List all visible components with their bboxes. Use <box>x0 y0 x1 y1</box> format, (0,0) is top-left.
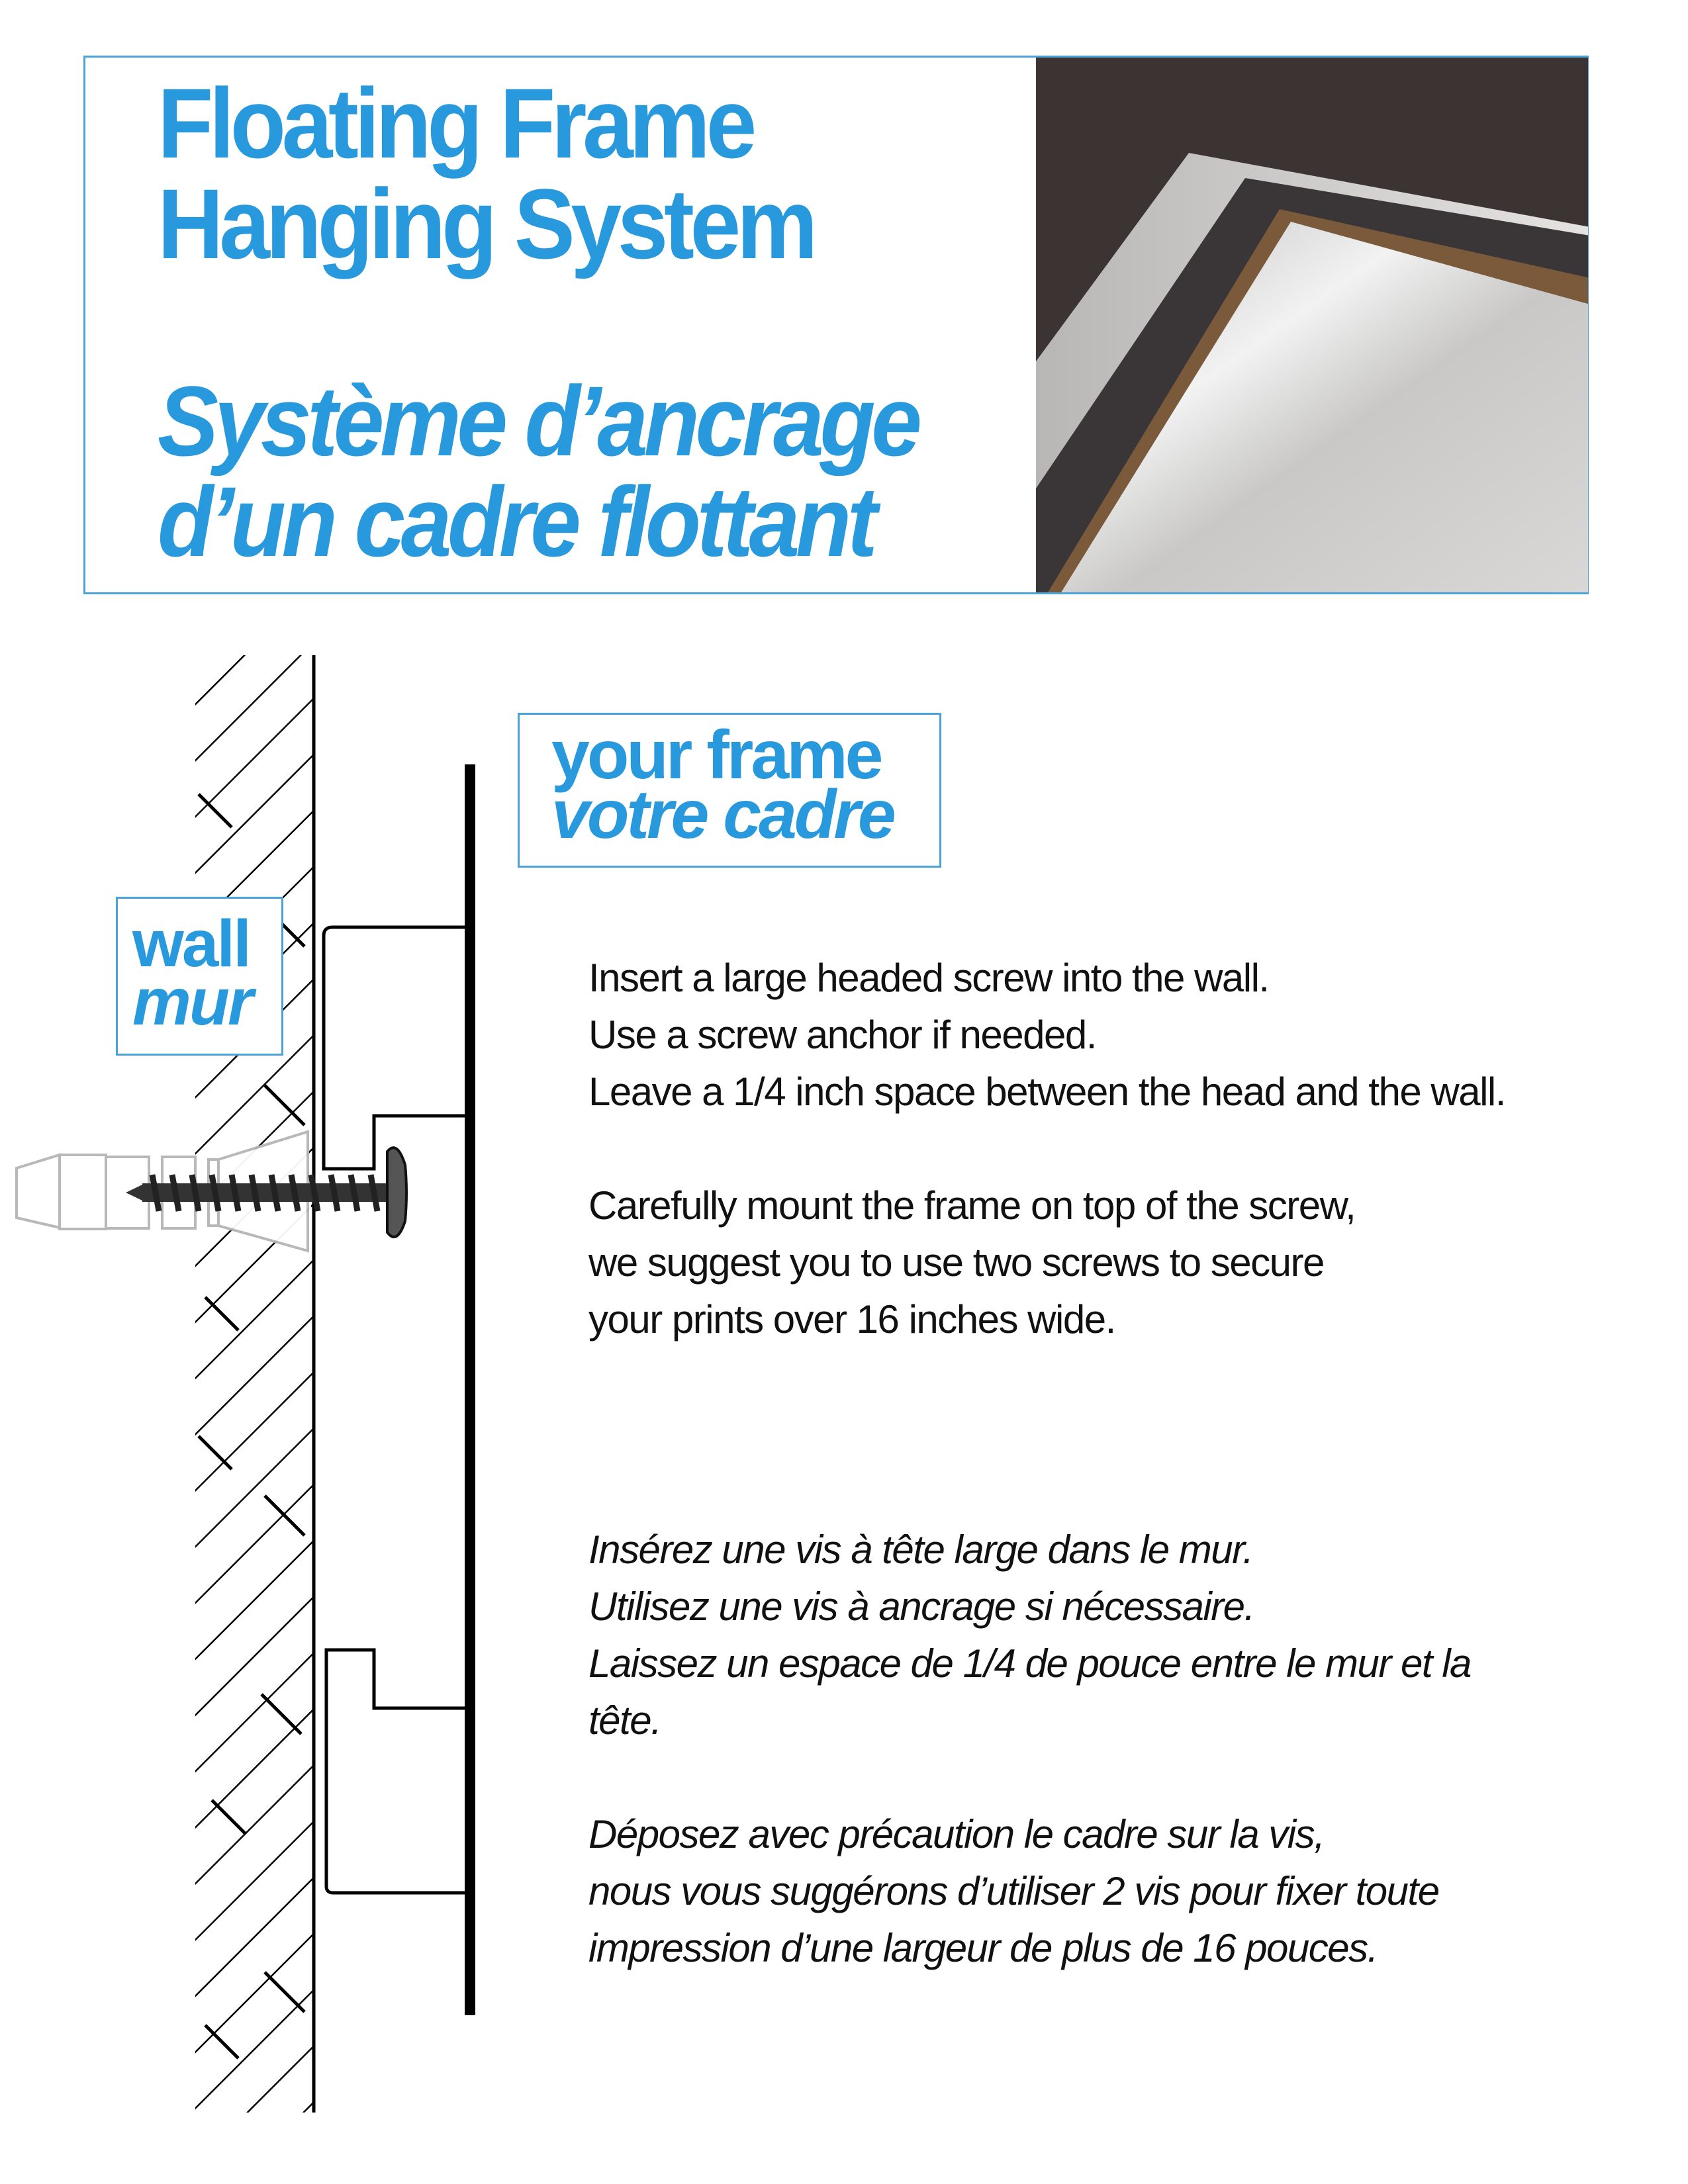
wall-label-fr: mur <box>132 965 252 1039</box>
instruction-line: Laissez un espace de 1/4 de pouce entre le mur et la <box>588 1641 1471 1686</box>
instructions-english <box>588 950 1505 1348</box>
instruction-line: Utilisez une vis à ancrage si nécessaire. <box>588 1584 1254 1629</box>
instruction-line: we suggest you to use two screws to secure <box>588 1240 1324 1285</box>
frame-profile <box>465 764 475 2015</box>
wall-hatch <box>195 655 314 2113</box>
instruction-line: tête. <box>588 1698 661 1743</box>
instructions-french <box>588 1522 1471 1977</box>
instruction-line: Insérez une vis à tête large dans le mur. <box>588 1527 1253 1572</box>
frame-label-fr: votre cadre <box>551 776 894 853</box>
instruction-line: your prints over 16 inches wide. <box>588 1297 1115 1342</box>
upper-bracket <box>324 927 465 1169</box>
title-line: d’un cadre flottant <box>158 466 874 577</box>
title-line: Floating Frame <box>158 68 753 179</box>
wall-label-en: wall <box>132 907 250 981</box>
title-line: Hanging System <box>158 168 814 279</box>
instruction-line: Use a screw anchor if needed. <box>588 1013 1096 1057</box>
instruction-line: Déposez avec précaution le cadre sur la vis, <box>588 1812 1325 1856</box>
instruction-line: nous vous suggérons d’utiliser 2 vis pour fixer toute <box>588 1869 1439 1913</box>
title-line: Système d’ancrage <box>158 365 918 477</box>
frame-label-en: your frame <box>551 717 881 794</box>
instruction-line: Leave a 1/4 inch space between the head and the wall. <box>588 1069 1505 1114</box>
instruction-line: Carefully mount the frame on top of the screw, <box>588 1183 1356 1228</box>
wall-label <box>116 897 283 1056</box>
instruction-line: impression d’une largeur de plus de 16 pouces. <box>588 1926 1378 1970</box>
lower-bracket <box>326 1650 465 1893</box>
instruction-line: Insert a large headed screw into the wall. <box>588 956 1269 1000</box>
frame-label <box>518 713 941 868</box>
